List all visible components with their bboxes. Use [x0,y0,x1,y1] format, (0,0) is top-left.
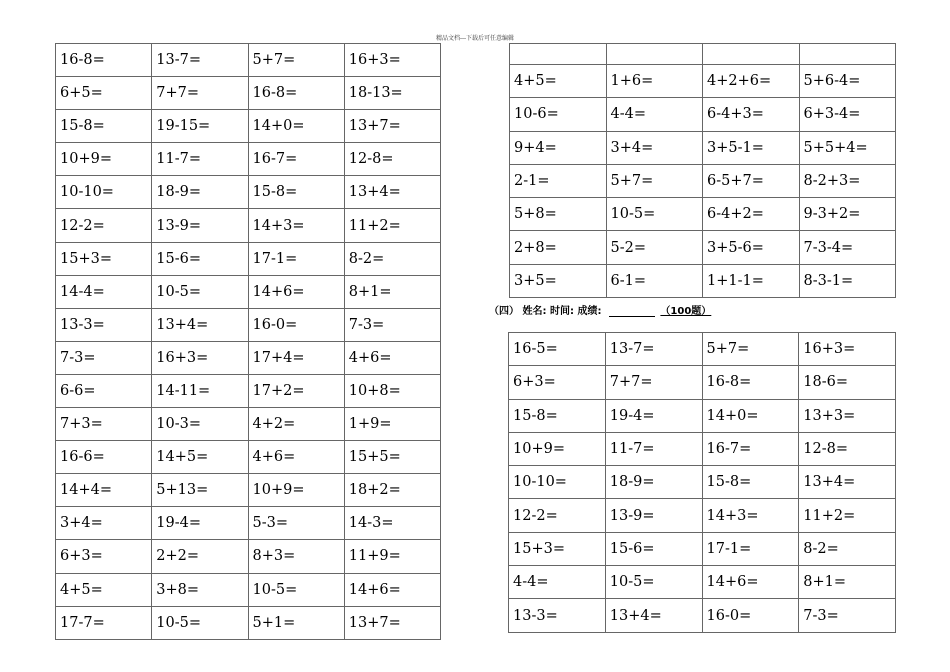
problem-cell: 19-15= [152,110,248,143]
problem-cell: 5-2= [606,231,703,264]
problem-cell: 16-5= [509,333,606,366]
table-row [56,44,441,77]
problem-cell: 5+1= [248,606,344,639]
table-row [509,333,896,366]
table-row [510,65,896,98]
problem-cell: 7+7= [605,366,702,399]
problem-cell: 12-8= [344,143,440,176]
problem-cell: 15+3= [509,532,606,565]
problem-cell: 5+7= [606,164,703,197]
table-row [56,77,441,110]
problem-cell: 7-3-4= [799,231,896,264]
table-row [56,275,441,308]
problem-cell: 1+6= [606,65,703,98]
problem-cell: 10-5= [606,198,703,231]
problem-cell: 5+13= [152,474,248,507]
table-row [56,474,441,507]
problem-cell: 2+8= [510,231,607,264]
table-row [56,374,441,407]
problem-cell: 5+7= [248,44,344,77]
problem-cell: 9+4= [510,131,607,164]
problem-cell: 17-1= [248,242,344,275]
problem-cell: 16-8= [248,77,344,110]
problem-cell: 10-5= [152,606,248,639]
problem-cell: 2+2= [152,540,248,573]
problem-cell: 14+6= [344,573,440,606]
problem-cell: 6-1= [606,264,703,297]
problem-cell: 8+1= [344,275,440,308]
table-row [56,540,441,573]
problem-cell: 16-0= [248,308,344,341]
problem-cell: 18-6= [799,366,896,399]
problem-cell [703,44,800,65]
left-worksheet-table [55,43,441,640]
problem-cell: 16+3= [152,341,248,374]
problem-cell: 6-4+3= [703,98,800,131]
problem-cell: 14+3= [248,209,344,242]
problem-cell: 7-3= [344,308,440,341]
problem-cell: 3+5= [510,264,607,297]
problem-cell: 10-5= [605,566,702,599]
problem-cell [799,44,896,65]
table-row [56,143,441,176]
section-header [489,302,711,317]
problem-cell: 15-8= [509,399,606,432]
problem-cell: 10+9= [248,474,344,507]
problem-cell: 13+7= [344,110,440,143]
problem-cell: 6+3= [509,366,606,399]
score-label: 成绩: [577,306,602,317]
problem-cell: 1+9= [344,408,440,441]
problem-cell: 14-3= [344,507,440,540]
problem-cell: 13+4= [152,308,248,341]
problem-cell: 10-6= [510,98,607,131]
table-row [56,507,441,540]
problem-cell: 13-9= [152,209,248,242]
problem-cell: 4+6= [344,341,440,374]
problem-cell: 14+5= [152,441,248,474]
problem-cell: 16-0= [702,599,799,632]
problem-cell: 5-3= [248,507,344,540]
problem-cell: 10+9= [509,432,606,465]
problem-cell: 7+7= [152,77,248,110]
problem-cell: 19-4= [152,507,248,540]
problem-cell: 13+4= [605,599,702,632]
problem-cell: 3+5-6= [703,231,800,264]
problem-cell: 4+2+6= [703,65,800,98]
problem-cell: 8-2= [799,532,896,565]
header-note: 精品文档---下载后可任意编辑 [435,35,515,42]
table-row [56,441,441,474]
problem-cell: 16-8= [56,44,152,77]
table-row [509,432,896,465]
table-row [509,566,896,599]
problem-cell: 13-7= [152,44,248,77]
problem-cell [510,44,607,65]
problem-cell: 2-1= [510,164,607,197]
problem-cell: 16-8= [702,366,799,399]
problem-cell: 7-3= [56,341,152,374]
problem-cell: 11+2= [799,499,896,532]
problem-cell: 9-3+2= [799,198,896,231]
table-row [56,176,441,209]
problem-cell: 13+7= [344,606,440,639]
problem-cell: 13+4= [799,466,896,499]
problem-cell: 18-13= [344,77,440,110]
problem-cell: 15+3= [56,242,152,275]
problem-cell: 4+5= [56,573,152,606]
problem-cell: 10-3= [152,408,248,441]
problem-cell: 14-11= [152,374,248,407]
problem-cell: 14+6= [702,566,799,599]
problem-cell: 19-4= [605,399,702,432]
problem-cell: 6+3= [56,540,152,573]
table-row [510,131,896,164]
table-row [510,44,896,65]
problem-cell: 8-2= [344,242,440,275]
problem-cell: 14+0= [702,399,799,432]
table-row [509,532,896,565]
table-row [509,599,896,632]
section-number: （四） [489,306,519,317]
name-label: 姓名: [522,306,547,317]
problem-cell: 13+4= [344,176,440,209]
problem-cell: 3+4= [56,507,152,540]
problem-cell: 3+8= [152,573,248,606]
problem-cell: 12-8= [799,432,896,465]
problem-cell: 17+2= [248,374,344,407]
table-row [56,408,441,441]
problem-cell: 17+4= [248,341,344,374]
table-row [509,466,896,499]
problem-cell: 16-6= [56,441,152,474]
problem-cell: 7+3= [56,408,152,441]
problem-cell: 18+2= [344,474,440,507]
problem-cell: 6-6= [56,374,152,407]
problem-cell: 14-4= [56,275,152,308]
score-blank [609,305,655,317]
problem-cell: 15-6= [152,242,248,275]
problem-cell: 13-9= [605,499,702,532]
table-row [509,499,896,532]
problem-cell: 8-3-1= [799,264,896,297]
problem-cell: 13-7= [605,333,702,366]
problem-cell: 5+6-4= [799,65,896,98]
problem-cell: 14+4= [56,474,152,507]
table-row [510,198,896,231]
problem-cell: 8+3= [248,540,344,573]
problem-cell: 8+1= [799,566,896,599]
problem-cell: 15-8= [702,466,799,499]
table-row [510,98,896,131]
table-row [56,209,441,242]
problem-cell: 10-5= [248,573,344,606]
problem-cell: 5+5+4= [799,131,896,164]
table-row [509,399,896,432]
table-row [510,264,896,297]
problem-cell: 8-2+3= [799,164,896,197]
problem-cell: 16-7= [248,143,344,176]
problem-cell: 12-2= [56,209,152,242]
problem-cell: 12-2= [509,499,606,532]
problem-cell: 18-9= [152,176,248,209]
problem-cell: 6+5= [56,77,152,110]
table-row [56,110,441,143]
problem-cell: 4-4= [606,98,703,131]
problem-cell: 10-5= [152,275,248,308]
table-row [509,366,896,399]
problem-cell: 15+5= [344,441,440,474]
table-row [510,231,896,264]
problem-cell: 10+8= [344,374,440,407]
problem-cell: 15-8= [248,176,344,209]
problem-cell: 13+3= [799,399,896,432]
problem-cell: 3+4= [606,131,703,164]
problem-cell: 4-4= [509,566,606,599]
table-row [56,308,441,341]
problem-cell: 11+2= [344,209,440,242]
problem-cell: 6+3-4= [799,98,896,131]
problem-cell: 6-4+2= [703,198,800,231]
problem-cell: 11+9= [344,540,440,573]
problem-cell: 14+6= [248,275,344,308]
problem-cell: 15-6= [605,532,702,565]
table-row [56,341,441,374]
problem-cell: 17-1= [702,532,799,565]
right-bottom-worksheet-table [508,332,896,633]
problem-cell: 11-7= [152,143,248,176]
table-row [56,606,441,639]
problem-cell: 1+1-1= [703,264,800,297]
problem-cell: 10-10= [56,176,152,209]
problem-cell: 4+6= [248,441,344,474]
problem-cell: 4+2= [248,408,344,441]
time-label: 时间: [549,306,574,317]
table-row [56,242,441,275]
problem-cell: 16+3= [799,333,896,366]
problem-cell: 5+7= [702,333,799,366]
problem-cell: 16-7= [702,432,799,465]
right-top-worksheet-table [509,43,896,298]
problem-cell: 14+0= [248,110,344,143]
problem-cell: 18-9= [605,466,702,499]
question-count: （100题） [660,306,712,317]
problem-cell: 3+5-1= [703,131,800,164]
problem-cell: 15-8= [56,110,152,143]
problem-cell: 4+5= [510,65,607,98]
problem-cell: 10-10= [509,466,606,499]
problem-cell: 7-3= [799,599,896,632]
table-row [510,164,896,197]
problem-cell [606,44,703,65]
problem-cell: 17-7= [56,606,152,639]
problem-cell: 10+9= [56,143,152,176]
problem-cell: 13-3= [56,308,152,341]
problem-cell: 14+3= [702,499,799,532]
problem-cell: 11-7= [605,432,702,465]
problem-cell: 16+3= [344,44,440,77]
problem-cell: 6-5+7= [703,164,800,197]
problem-cell: 13-3= [509,599,606,632]
problem-cell: 5+8= [510,198,607,231]
table-row [56,573,441,606]
